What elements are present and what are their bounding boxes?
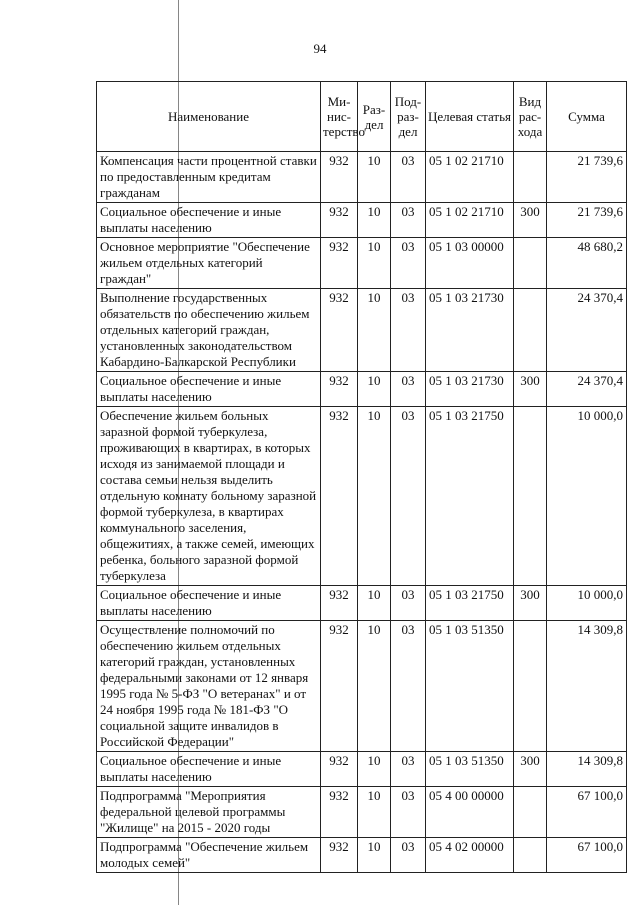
cell-target-article: 05 1 03 00000	[426, 238, 514, 289]
column-header-name: Наименование	[97, 82, 321, 152]
cell-subsection: 03	[391, 289, 426, 372]
cell-section: 10	[358, 372, 391, 407]
cell-expense-type	[514, 238, 547, 289]
cell-ministry: 932	[321, 372, 358, 407]
cell-ministry: 932	[321, 238, 358, 289]
cell-section: 10	[358, 752, 391, 787]
cell-section: 10	[358, 621, 391, 752]
cell-section: 10	[358, 407, 391, 586]
cell-ministry: 932	[321, 289, 358, 372]
cell-name: Осуществление полномочий по обеспечению жильем отдельных категорий граждан, установленных федеральными законами от 12 января 1995 года № 5-ФЗ "О ветеранах" и от 24 ноября 1995 года № 181-ФЗ "О социальной защите инвалидов в Российской Федерации"	[97, 621, 321, 752]
cell-name: Выполнение государственных обязательств по обеспечению жильем отдельных категорий граждан, установленных законодательством Кабардино-Балкарской Республики	[97, 289, 321, 372]
cell-name: Подпрограмма "Обеспечение жильем молодых семей"	[97, 838, 321, 873]
cell-ministry: 932	[321, 838, 358, 873]
table-row	[97, 586, 627, 621]
cell-expense-type: 300	[514, 586, 547, 621]
cell-section: 10	[358, 787, 391, 838]
table-row	[97, 152, 627, 203]
cell-subsection: 03	[391, 838, 426, 873]
cell-section: 10	[358, 238, 391, 289]
cell-name: Компенсация части процентной ставки по предоставленным кредитам гражданам	[97, 152, 321, 203]
cell-subsection: 03	[391, 238, 426, 289]
cell-target-article: 05 1 03 51350	[426, 621, 514, 752]
cell-subsection: 03	[391, 203, 426, 238]
cell-subsection: 03	[391, 152, 426, 203]
cell-section: 10	[358, 838, 391, 873]
cell-ministry: 932	[321, 787, 358, 838]
cell-sum: 24 370,4	[547, 372, 627, 407]
column-header-sum: Сумма	[547, 82, 627, 152]
cell-name: Социальное обеспечение и иные выплаты населению	[97, 203, 321, 238]
cell-target-article: 05 1 03 21750	[426, 586, 514, 621]
cell-ministry: 932	[321, 152, 358, 203]
table-row	[97, 752, 627, 787]
table-row	[97, 238, 627, 289]
cell-name: Социальное обеспечение и иные выплаты населению	[97, 752, 321, 787]
cell-target-article: 05 1 03 21750	[426, 407, 514, 586]
cell-ministry: 932	[321, 586, 358, 621]
cell-name: Основное мероприятие "Обеспечение жильем отдельных категорий граждан"	[97, 238, 321, 289]
cell-target-article: 05 1 03 51350	[426, 752, 514, 787]
budget-table	[96, 81, 627, 873]
table-row	[97, 787, 627, 838]
cell-sum: 10 000,0	[547, 407, 627, 586]
cell-sum: 21 739,6	[547, 203, 627, 238]
cell-section: 10	[358, 289, 391, 372]
cell-name: Подпрограмма "Мероприятия федеральной целевой программы "Жилище" на 2015 - 2020 годы	[97, 787, 321, 838]
cell-target-article: 05 1 02 21710	[426, 152, 514, 203]
column-header-expense-type: Вид рас-хода	[514, 82, 547, 152]
cell-sum: 21 739,6	[547, 152, 627, 203]
cell-subsection: 03	[391, 752, 426, 787]
cell-expense-type: 300	[514, 752, 547, 787]
cell-sum: 14 309,8	[547, 752, 627, 787]
column-header-section: Раз-дел	[358, 82, 391, 152]
cell-expense-type	[514, 152, 547, 203]
cell-target-article: 05 4 02 00000	[426, 838, 514, 873]
table-row	[97, 407, 627, 586]
cell-sum: 10 000,0	[547, 586, 627, 621]
column-header-article: Целевая статья	[426, 82, 514, 152]
cell-subsection: 03	[391, 787, 426, 838]
cell-sum: 14 309,8	[547, 621, 627, 752]
cell-name: Социальное обеспечение и иные выплаты населению	[97, 372, 321, 407]
page-number: 94	[313, 41, 327, 56]
table-row	[97, 203, 627, 238]
cell-section: 10	[358, 586, 391, 621]
cell-target-article: 05 1 03 21730	[426, 372, 514, 407]
cell-expense-type	[514, 289, 547, 372]
cell-name: Социальное обеспечение и иные выплаты населению	[97, 586, 321, 621]
column-header-ministry: Ми-нис-терство	[321, 82, 358, 152]
cell-expense-type	[514, 621, 547, 752]
cell-section: 10	[358, 152, 391, 203]
cell-expense-type	[514, 838, 547, 873]
cell-target-article: 05 1 02 21710	[426, 203, 514, 238]
cell-subsection: 03	[391, 586, 426, 621]
table-row	[97, 289, 627, 372]
cell-expense-type	[514, 407, 547, 586]
column-header-subsection: Под-раз-дел	[391, 82, 426, 152]
cell-subsection: 03	[391, 621, 426, 752]
cell-sum: 67 100,0	[547, 787, 627, 838]
cell-ministry: 932	[321, 752, 358, 787]
cell-sum: 67 100,0	[547, 838, 627, 873]
cell-sum: 48 680,2	[547, 238, 627, 289]
cell-section: 10	[358, 203, 391, 238]
cell-target-article: 05 1 03 21730	[426, 289, 514, 372]
cell-sum: 24 370,4	[547, 289, 627, 372]
table-row	[97, 372, 627, 407]
cell-target-article: 05 4 00 00000	[426, 787, 514, 838]
table-header-row	[97, 82, 627, 152]
cell-expense-type: 300	[514, 372, 547, 407]
cell-name: Обеспечение жильем больных заразной формой туберкулеза, проживающих в квартирах, в которых исходя из занимаемой площади и состава семьи нельзя выделить отдельную комнату больному заразной формой туберкулеза, в квартирах коммунального заселения, общежитиях, а также семей, имеющих ребенка, больного заразной формой туберкулеза	[97, 407, 321, 586]
cell-subsection: 03	[391, 372, 426, 407]
cell-ministry: 932	[321, 407, 358, 586]
table-row	[97, 621, 627, 752]
cell-ministry: 932	[321, 621, 358, 752]
cell-expense-type	[514, 787, 547, 838]
cell-expense-type: 300	[514, 203, 547, 238]
table-row	[97, 838, 627, 873]
cell-ministry: 932	[321, 203, 358, 238]
cell-subsection: 03	[391, 407, 426, 586]
